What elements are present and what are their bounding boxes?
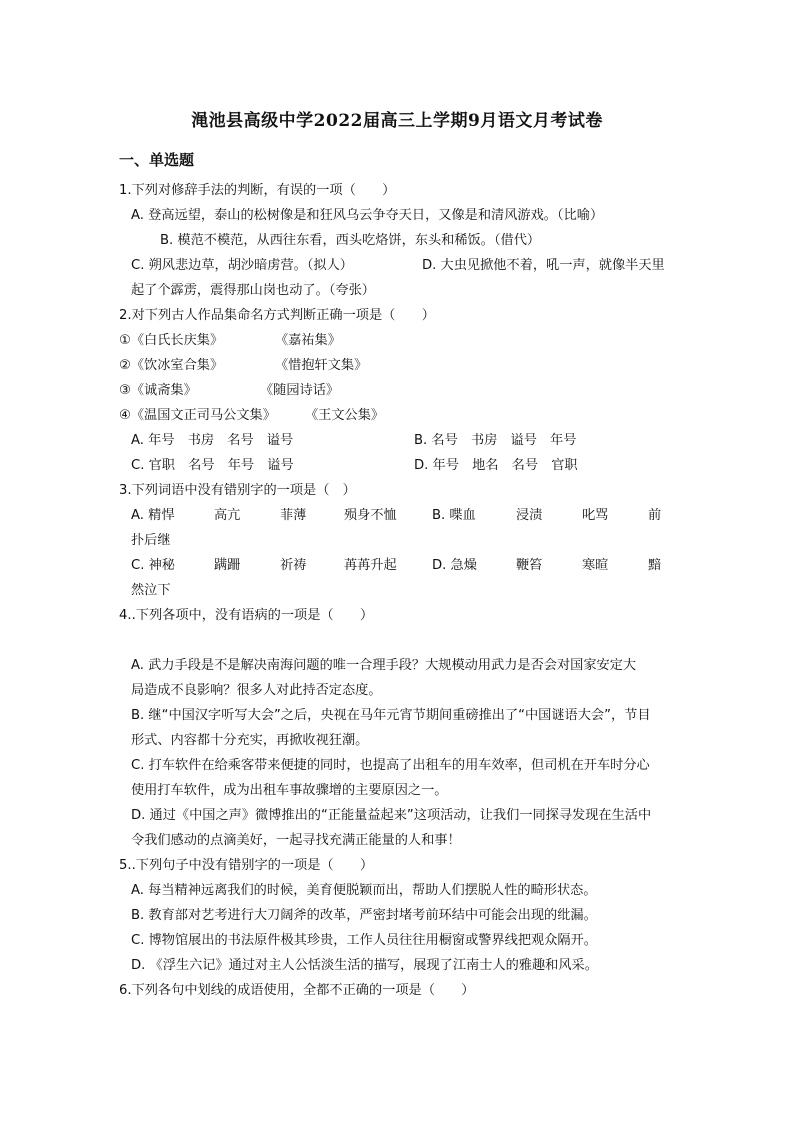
question-3-option-b[interactable]: B. 喋血 [432, 508, 476, 523]
question-3-option-d-continued: 然泣下 [131, 583, 171, 598]
question-1-option-d-continued: 起了个霹雳，震得那山岗也动了。（夸张） [131, 283, 375, 298]
question-3-option-d[interactable]: D. 急燥 [432, 558, 477, 573]
question-2-option-b[interactable]: B. 名号 书房 谥号 年号 [414, 433, 577, 448]
question-4-option-a-continued: 局造成不良影响？很多人对此持否定态度。 [131, 683, 382, 698]
question-2-item-3 [119, 383, 340, 398]
option-word: 鞭笞 [516, 558, 543, 573]
question-3-stem: 3.下列词语中没有错别字的一项是（ ） [119, 483, 356, 498]
question-2-item-2 [119, 358, 368, 373]
work-title: 《王文公集》 [305, 408, 385, 423]
option-word: 蹒跚 [214, 558, 241, 573]
question-4-option-c[interactable]: C. 打车软件在给乘客带来便捷的同时，也提高了出租车的用车效率，但司机在开车时分心 [131, 758, 650, 773]
question-1-stem: 1.下列对修辞手法的判断，有误的一项（ ） [119, 183, 396, 198]
question-3-option-a[interactable]: A. 精悍 [131, 508, 175, 523]
question-1-option-a[interactable]: A. 登高远望，泰山的松树像是和狂风乌云争夺天日，又像是和清风游戏。（比喻） [131, 208, 604, 223]
work-title: 《嘉祐集》 [275, 333, 341, 348]
question-3-option-b-continued: 扑后继 [131, 533, 171, 548]
question-5-option-d[interactable]: D. 《浮生六记》通过对主人公恬淡生活的描写，展现了江南士人的雅趣和风采。 [131, 958, 598, 973]
question-4-option-c-continued: 使用打车软件，成为出租车事故骤增的主要原因之一。 [131, 783, 448, 798]
option-word: 高亢 [214, 508, 241, 523]
question-4-option-b[interactable]: B. 继“中国汉字听写大会”之后，央视在马年元宵节期间重磅推出了“中国谜语大会”，节目 [131, 708, 651, 723]
question-4-option-d-continued: 令我们感动的点滴美好，一起寻找充满正能量的人和事！ [131, 833, 461, 848]
question-2-stem: 2.对下列古人作品集命名方式判断正确一项是（ ） [119, 308, 435, 323]
section-heading: 一、单选题 [119, 151, 195, 169]
option-word: 黯 [648, 558, 662, 573]
question-2-item-1 [119, 333, 341, 348]
question-2-option-d[interactable]: D. 年号 地名 名号 官职 [414, 458, 578, 473]
option-word: 叱骂 [582, 508, 609, 523]
exam-title: 渑池县高级中学2022届高三上学期9月语文月考试卷 [191, 111, 603, 131]
option-word: 浸渍 [516, 508, 543, 523]
question-5-option-c[interactable]: C. 博物馆展出的书法原件极其珍贵，工作人员往往用橱窗或警界线把观众隔开。 [131, 933, 597, 948]
option-word: 寒暄 [582, 558, 609, 573]
question-5-option-a[interactable]: A. 每当精神远离我们的时候，美育便脱颖而出，帮助人们摆脱人性的畸形状态。 [131, 883, 597, 898]
option-word: 苒苒升起 [344, 558, 397, 573]
question-4-option-d[interactable]: D. 通过《中国之声》微博推出的“正能量益起来”这项活动，让我们一同探寻发现在生活中 [131, 808, 652, 823]
option-word: 菲薄 [280, 508, 307, 523]
question-5-option-b[interactable]: B. 教育部对艺考进行大刀阔斧的改革，严密封堵考前环结中可能会出现的纰漏。 [131, 908, 597, 923]
work-title: 《惜抱轩文集》 [275, 358, 368, 373]
question-2-option-a[interactable]: A. 年号 书房 名号 谥号 [131, 433, 294, 448]
question-4-option-b-continued: 形式、内容都十分充实，再掀收视狂潮。 [131, 733, 369, 748]
question-2-option-c[interactable]: C. 官职 名号 年号 谥号 [131, 458, 294, 473]
work-title: ①《白氏长庆集》 [119, 333, 224, 348]
option-word: 殒身不恤 [344, 508, 397, 523]
option-word: 前 [648, 508, 662, 523]
question-3-option-c[interactable]: C. 神秘 [131, 558, 175, 573]
question-1-option-c[interactable]: C. 朔风悲边草，胡沙暗虏营。（拟人） [131, 258, 353, 273]
work-title: ③《诚斋集》 [119, 383, 197, 398]
question-1-option-d[interactable]: D. 大虫见掀他不着，吼一声，就像半天里 [422, 258, 665, 273]
question-4-option-a[interactable]: A. 武力手段是不是解决南海问题的唯一合理手段？大规模动用武力是否会对国家安定大 [131, 658, 637, 673]
question-4-stem: 4..下列各项中，没有语病的一项是（ ） [119, 608, 374, 623]
question-6-stem: 6.下列各句中划线的成语使用，全都不正确的一项是（ ） [119, 983, 475, 998]
work-title: 《随园诗话》 [260, 383, 340, 398]
question-2-item-4 [119, 408, 385, 423]
work-title: ④《温国文正司马公文集》 [119, 408, 276, 423]
option-word: 祈祷 [280, 558, 307, 573]
work-title: ②《饮冰室合集》 [119, 358, 224, 373]
question-1-option-b[interactable]: B. 模范不模范，从西往东看，西头吃烙饼，东头和稀饭。（借代） [160, 233, 541, 248]
question-5-stem: 5..下列句子中没有错别字的一项是（ ） [119, 858, 374, 873]
